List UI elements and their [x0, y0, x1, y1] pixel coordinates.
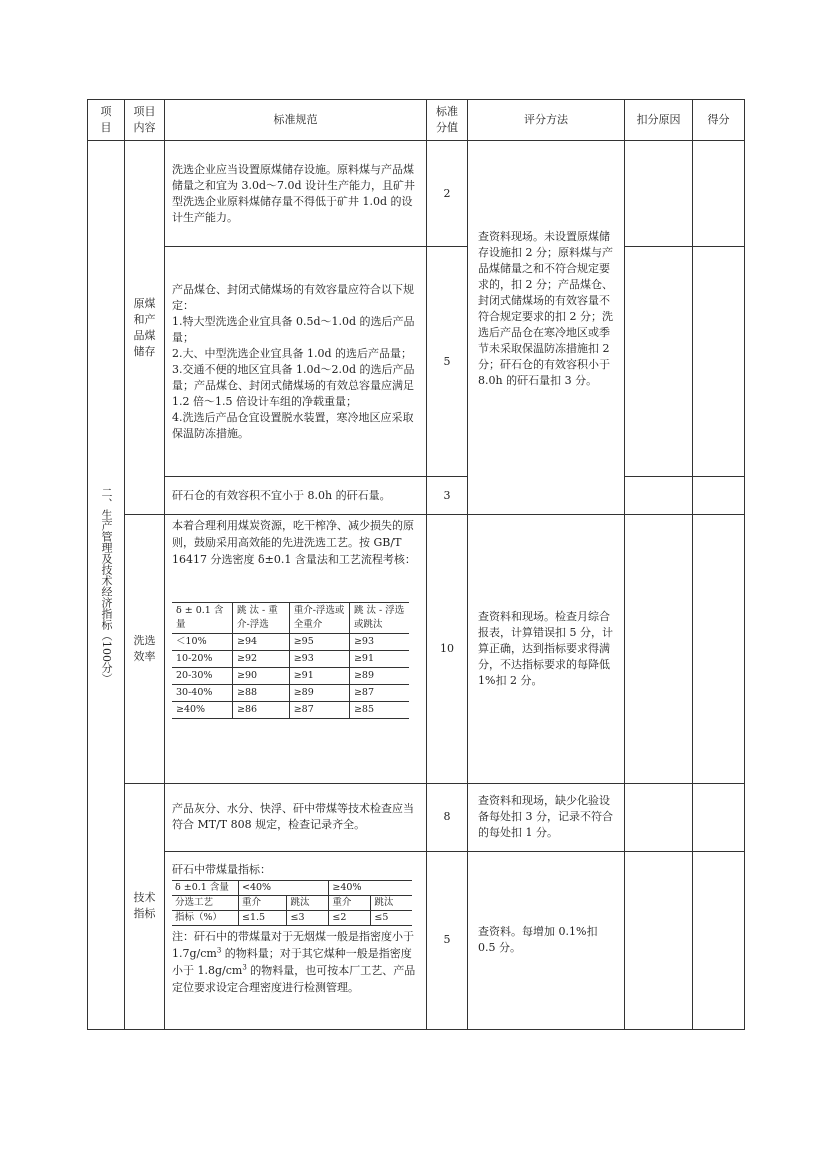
table-cell: ≤1.5	[239, 910, 287, 925]
table-cell: ≥40%	[172, 702, 233, 719]
category-tech: 技术指标	[125, 783, 165, 1029]
score-cell	[693, 783, 745, 851]
score-raw-coal-3: 3	[427, 477, 468, 515]
standard-line: 产品煤仓、封闭式储煤场的有效容量应符合以下规定：	[172, 282, 414, 312]
deduct-reason-cell	[625, 783, 693, 851]
category-raw-coal: 原煤和产品煤储存	[125, 141, 165, 515]
header-method: 评分方法	[468, 100, 625, 141]
table-cell: ≥87	[349, 685, 409, 702]
table-cell: 跳汰	[371, 895, 412, 910]
standard-tech-2	[165, 851, 427, 1029]
standard-line: 1.特大型洗选企业宜具备 0.5d～1.0d 的选后产品量；	[172, 314, 415, 344]
deduct-reason-cell	[625, 477, 693, 515]
table-cell: ≥91	[289, 668, 349, 685]
deduct-reason-cell	[625, 515, 693, 783]
score-cell	[693, 141, 745, 247]
table-cell: ≥93	[289, 651, 349, 668]
table-cell: ≥95	[289, 634, 349, 651]
section-cell	[88, 141, 125, 1030]
table-cell: 30-40%	[172, 685, 233, 702]
score-cell	[693, 477, 745, 515]
method-raw-coal: 查资料现场。未设置原煤储存设施扣 2 分；原料煤与产品煤储量之和不符合规定要求的，扣 2 分；产品煤仓、封闭式储煤场的有效容量不符合规定要求的扣 2 分；洗选后产品仓在寒冷地区或季节未采取保温防冻措施扣 2 分；矸石仓的有效容积小于 8.0h 的矸石量扣 3 分。	[468, 141, 625, 515]
header-content: 项目内容	[125, 100, 165, 141]
table-row	[172, 651, 409, 668]
efficiency-table-header	[172, 603, 409, 634]
standard-line: 4.洗选后产品仓宜设置脱水装置，寒冷地区应采取保温防冻措施。	[172, 410, 414, 440]
standard-tech-1: 产品灰分、水分、快浮、矸中带煤等技术检查应当符合 MT/T 808 规定，检查记录齐全。	[165, 783, 427, 851]
header-row	[88, 100, 745, 141]
table-cell: ≥93	[349, 634, 409, 651]
table-row	[172, 895, 412, 910]
category-efficiency: 洗选效率	[125, 515, 165, 783]
eff-col-header: δ ± 0.1 含量	[172, 603, 233, 634]
score-efficiency: 10	[427, 515, 468, 783]
header-deduct-reason: 扣分原因	[625, 100, 693, 141]
deduct-reason-cell	[625, 247, 693, 477]
table-cell: ≥89	[289, 685, 349, 702]
standard-raw-coal-1: 洗选企业应当设置原煤储存设施。原料煤与产品煤储量之和宜为 3.0d～7.0d 设计生产能力，且矿井型洗选企业原料煤储存量不得低于矿井 1.0d 的设计生产能力。	[165, 141, 427, 247]
score-tech-2: 5	[427, 851, 468, 1029]
table-cell: 分选工艺	[172, 895, 239, 910]
header-standard: 标准规范	[165, 100, 427, 141]
table-cell: ≥87	[289, 702, 349, 719]
deduct-reason-cell	[625, 141, 693, 247]
table-row	[172, 910, 412, 925]
table-cell: 跳汰	[287, 895, 329, 910]
score-cell	[693, 247, 745, 477]
method-tech-1: 查资料和现场，缺少化验设备每处扣 3 分，记录不符合的每处扣 1 分。	[468, 783, 625, 851]
table-cell: 重介	[329, 895, 371, 910]
score-raw-coal-2: 5	[427, 247, 468, 477]
table-row	[172, 685, 409, 702]
table-cell: ≥89	[349, 668, 409, 685]
table-row	[172, 634, 409, 651]
table-row	[172, 702, 409, 719]
header-score-value: 标准分值	[427, 100, 468, 141]
efficiency-table	[172, 602, 409, 719]
table-cell: ＜10%	[172, 634, 233, 651]
table-cell: ≥92	[233, 651, 290, 668]
table-cell: ≤3	[287, 910, 329, 925]
gangue-header-cell: ≥40%	[329, 880, 412, 895]
table-cell: 重介	[239, 895, 287, 910]
header-item: 项目	[88, 100, 125, 141]
standard-efficiency	[165, 515, 427, 783]
standard-raw-coal-2	[165, 247, 427, 477]
table-cell: ≤5	[371, 910, 412, 925]
score-cell	[693, 851, 745, 1029]
table-cell: 10-20%	[172, 651, 233, 668]
gangue-table	[172, 880, 412, 926]
method-efficiency: 查资料和现场。检查月综合报表，计算错误扣 5 分，计算正确，达到指标要求得满分，不达指标要求的每降低 1%扣 2 分。	[468, 515, 625, 783]
score-tech-1: 8	[427, 783, 468, 851]
gangue-title: 矸石中带煤量指标：	[172, 862, 271, 876]
score-raw-coal-1: 2	[427, 141, 468, 247]
table-cell: ≥86	[233, 702, 290, 719]
deduct-reason-cell	[625, 851, 693, 1029]
standard-line: 2.大、中型洗选企业宜具备 1.0d 的选后产品量；	[172, 346, 413, 360]
score-cell	[693, 515, 745, 783]
table-cell: ≤2	[329, 910, 371, 925]
method-tech-2: 查资料。每增加 0.1%扣 0.5 分。	[468, 851, 625, 1029]
efficiency-intro: 本着合理利用煤炭资源，吃干榨净、减少损失的原则，鼓励采用高效能的先进洗选工艺。按 GB/T 16417 分选密度 δ±0.1 含量法和工艺流程考核：	[172, 519, 416, 567]
gangue-header-cell: <40%	[239, 880, 329, 895]
eff-col-header: 重介-浮选或全重介	[289, 603, 349, 634]
table-cell: ≥88	[233, 685, 290, 702]
gangue-note: 注：矸石中的带煤量对于无烟煤一般是指密度小于 $1.7g/cm^3$ 的物料量；对于其它煤种一般是指密度小于 $1.8g/cm^3$ 的物料量，也可按本厂工艺、产品定位要求设定合理密度进行检测管理。	[172, 929, 416, 994]
table-cell: ≥91	[349, 651, 409, 668]
eff-col-header: 跳 汰 - 重介-浮选	[233, 603, 290, 634]
standard-line: 3.交通不便的地区宜具备 1.0d～2.0d 的选后产品量；产品煤仓、封闭式储煤场的有效总容量应满足 1.2 倍～1.5 倍设计车组的净载重量；	[172, 362, 415, 408]
table-cell: ≥90	[233, 668, 290, 685]
gangue-header-cell: δ ±0.1 含量	[172, 880, 239, 895]
scoring-table	[87, 99, 745, 1030]
section-label: 二、生产管理及技术经济指标（100分）	[100, 486, 113, 684]
table-cell: ≥94	[233, 634, 290, 651]
table-cell: 指标（%）	[172, 910, 239, 925]
eff-col-header: 跳 汰 - 浮选或跳汰	[349, 603, 409, 634]
table-row	[172, 668, 409, 685]
header-score: 得分	[693, 100, 745, 141]
standard-raw-coal-3: 矸石仓的有效容积不宜小于 8.0h 的矸石量。	[165, 477, 427, 515]
table-cell: ≥85	[349, 702, 409, 719]
table-cell: 20-30%	[172, 668, 233, 685]
gangue-table-header	[172, 880, 412, 895]
